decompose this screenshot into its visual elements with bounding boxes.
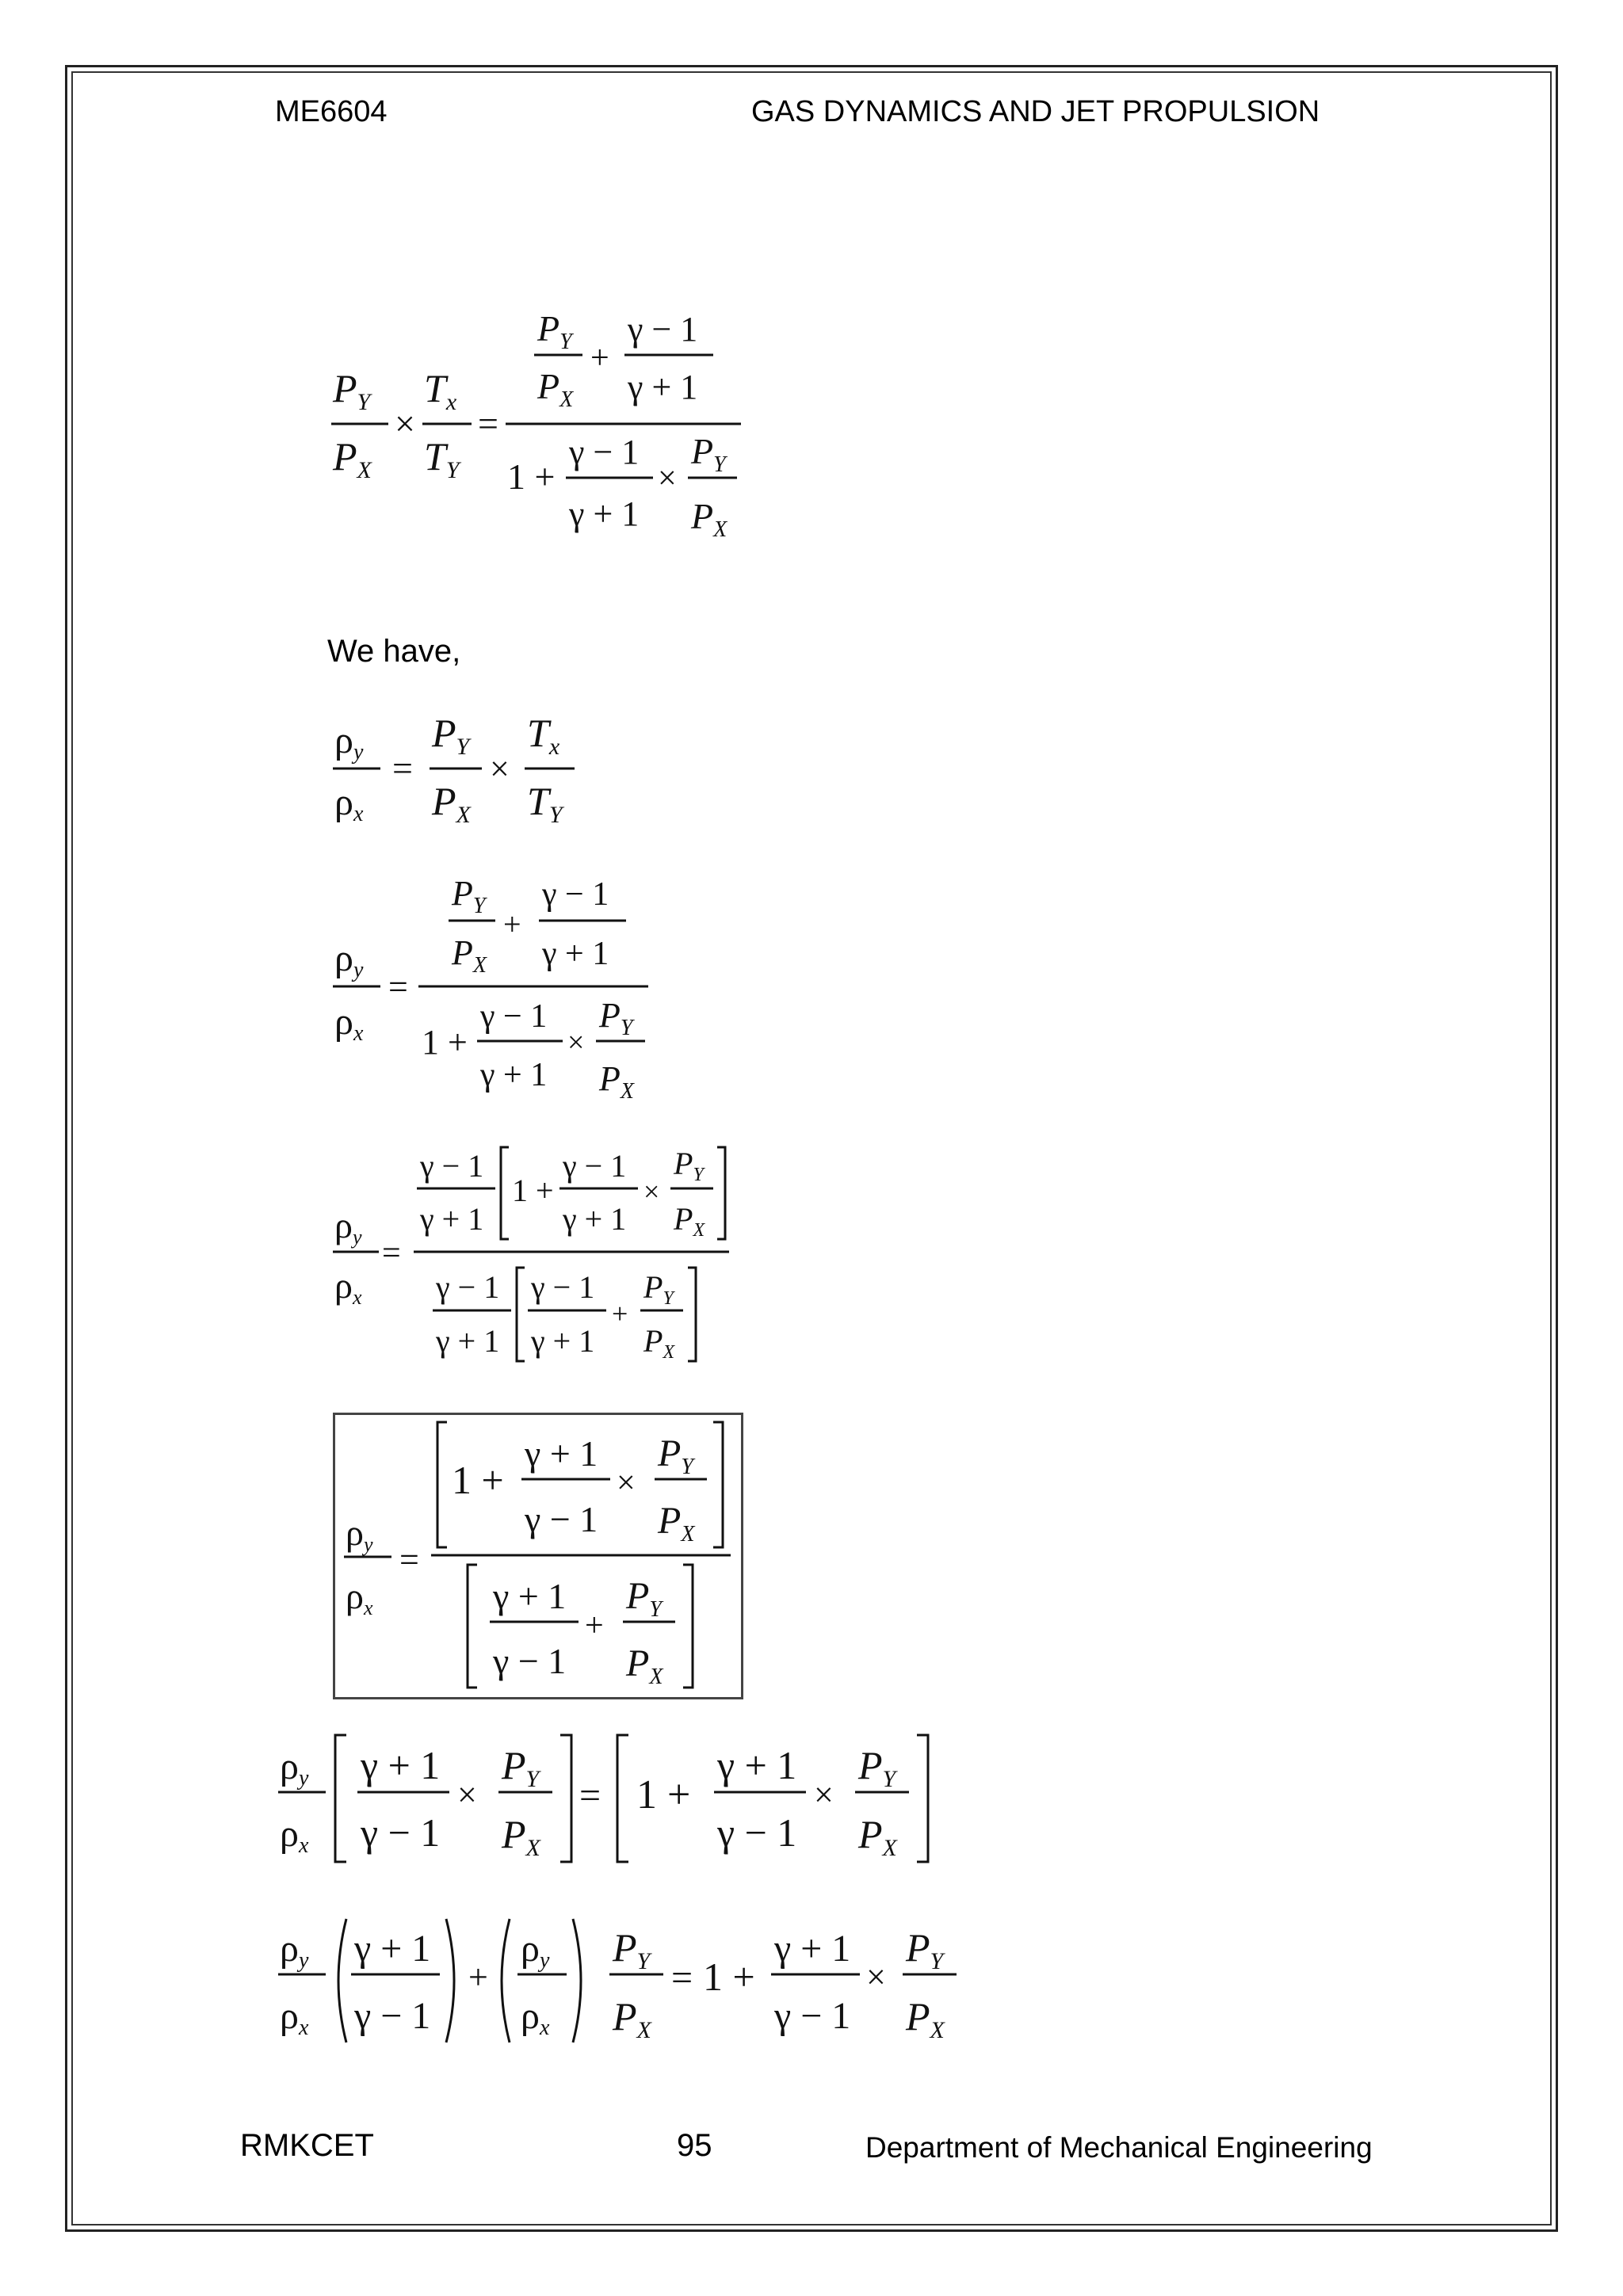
- svg-text:+: +: [503, 906, 521, 942]
- svg-text:×: ×: [567, 1026, 585, 1059]
- svg-text:γ − 1: γ − 1: [542, 876, 609, 913]
- svg-text:×: ×: [490, 749, 510, 788]
- svg-text:γ − 1: γ − 1: [628, 310, 698, 349]
- svg-text:=: =: [382, 1235, 401, 1272]
- svg-text:PX: $P_X$: [658, 1500, 695, 1547]
- equation-1: [325, 305, 769, 551]
- svg-text:ρy: ρy: [334, 937, 364, 982]
- svg-text:Tx: $T_x$: [424, 366, 457, 415]
- svg-text:γ − 1: γ − 1: [717, 1810, 797, 1855]
- svg-text:γ + 1: γ + 1: [354, 1928, 431, 1970]
- svg-text:TY: $T_Y$: [527, 779, 563, 828]
- svg-text:PY: $P_Y$: [613, 1925, 651, 1974]
- svg-text:ρx: ρx: [334, 781, 364, 826]
- svg-text:PY: $P_Y$: [432, 711, 470, 760]
- svg-text:PX: $P_X$: [613, 1994, 651, 2043]
- svg-text:+: +: [468, 1958, 488, 1997]
- page-border-inner: [71, 71, 1552, 2225]
- svg-text:γ − 1: γ − 1: [563, 1148, 627, 1184]
- svg-text:=: =: [399, 1540, 419, 1579]
- svg-text:ρy: ρy: [334, 719, 364, 765]
- svg-text:1 +: 1 +: [422, 1023, 468, 1062]
- svg-text:×: ×: [617, 1465, 636, 1501]
- svg-text:1 +: 1 +: [512, 1173, 554, 1208]
- svg-text:×: ×: [814, 1775, 834, 1814]
- svg-text:Tx: $T_x$: [527, 711, 560, 760]
- svg-text:1 +: 1 +: [452, 1458, 504, 1502]
- py-numerator: $P_Y$: [333, 366, 371, 415]
- svg-text:+: +: [612, 1298, 628, 1329]
- svg-text:ρy: ρy: [346, 1512, 373, 1556]
- svg-text:γ + 1: γ + 1: [569, 494, 640, 533]
- svg-text:PX: $P_X$: [906, 1994, 945, 2043]
- svg-text:γ − 1: γ − 1: [531, 1269, 595, 1305]
- svg-text:1 +: 1 +: [507, 456, 556, 497]
- svg-text:γ + 1: γ + 1: [717, 1743, 797, 1787]
- svg-text:γ − 1: γ − 1: [493, 1641, 567, 1681]
- svg-text:+: +: [590, 340, 609, 376]
- header-course-title: GAS DYNAMICS AND JET PROPULSION: [751, 95, 1320, 128]
- svg-text:γ + 1: γ + 1: [436, 1323, 500, 1359]
- svg-text:×: ×: [643, 1176, 660, 1207]
- svg-text:γ + 1: γ + 1: [361, 1743, 441, 1787]
- svg-text:×: ×: [457, 1775, 477, 1814]
- svg-text:PX: $P_X$: [691, 496, 727, 542]
- svg-text:γ + 1: γ + 1: [628, 368, 698, 406]
- svg-text:γ − 1: γ − 1: [436, 1269, 500, 1305]
- svg-text:PY: $P_Y$: [537, 308, 572, 354]
- equation-6: [273, 1727, 947, 1870]
- svg-text:γ − 1: γ − 1: [525, 1499, 598, 1539]
- we-have-text: We have,: [327, 634, 461, 669]
- svg-text:PY: $P_Y$: [906, 1925, 944, 1974]
- svg-text:PY: $P_Y$: [599, 996, 633, 1040]
- equation-7: [273, 1909, 971, 2052]
- equation-4: [325, 1141, 745, 1379]
- svg-text:ρx: ρx: [334, 1001, 364, 1046]
- svg-text:γ − 1: γ − 1: [480, 998, 548, 1035]
- svg-text:PX: $P_X$: [432, 779, 471, 828]
- svg-text:PX: $P_X$: [626, 1642, 663, 1689]
- svg-text:PY: $P_Y$: [643, 1269, 674, 1309]
- footer-department: Department of Mechanical Engineering: [865, 2131, 1373, 2164]
- svg-text:×: ×: [395, 403, 415, 444]
- svg-text:ρx: ρx: [521, 1995, 550, 2040]
- svg-text:PY: $P_Y$: [626, 1575, 662, 1622]
- svg-text:=: =: [392, 748, 413, 788]
- svg-text:γ + 1: γ + 1: [525, 1433, 598, 1474]
- svg-text:×: ×: [866, 1958, 886, 1997]
- svg-text:γ − 1: γ − 1: [354, 1995, 431, 2037]
- svg-text:PY: $P_Y$: [502, 1743, 540, 1792]
- svg-text:γ + 1: γ + 1: [774, 1928, 851, 1970]
- svg-text:ρy: ρy: [334, 1205, 362, 1249]
- footer-institution: RMKCET: [240, 2128, 374, 2163]
- svg-text:ρx: ρx: [280, 1995, 309, 2040]
- svg-text:γ − 1: γ − 1: [569, 433, 640, 471]
- svg-text:γ − 1: γ − 1: [420, 1148, 484, 1184]
- svg-text:γ + 1: γ + 1: [493, 1576, 567, 1616]
- equation-2: [325, 705, 594, 840]
- svg-text:γ − 1: γ − 1: [774, 1995, 851, 2037]
- svg-text:×: ×: [658, 460, 677, 497]
- svg-text:ρx: ρx: [334, 1265, 362, 1309]
- svg-text:PY: $P_Y$: [674, 1146, 704, 1185]
- svg-text:PX: $P_X$: [452, 933, 487, 978]
- equation-3: [325, 871, 674, 1109]
- svg-text:ρy: ρy: [521, 1928, 550, 1973]
- header-course-code: ME6604: [275, 95, 388, 128]
- svg-text:PY: $P_Y$: [858, 1743, 896, 1792]
- equation-5: [334, 1414, 742, 1698]
- svg-text:1 +: 1 +: [636, 1772, 691, 1817]
- svg-text:γ + 1: γ + 1: [542, 936, 609, 972]
- svg-text:PY: $P_Y$: [691, 431, 726, 477]
- svg-text:PX: $P_X$: [502, 1812, 540, 1861]
- svg-text:PY: $P_Y$: [658, 1432, 693, 1479]
- svg-text:PX: $P_X$: [643, 1323, 675, 1363]
- svg-text:γ + 1: γ + 1: [420, 1201, 484, 1237]
- svg-text:=: =: [388, 967, 408, 1006]
- svg-text:PX: $P_X$: [599, 1059, 634, 1104]
- svg-text:γ + 1: γ + 1: [563, 1201, 627, 1237]
- svg-text:ρx: ρx: [346, 1576, 373, 1619]
- svg-text:TY: $T_Y$: [424, 434, 460, 483]
- svg-text:=: =: [478, 403, 498, 444]
- svg-text:γ + 1: γ + 1: [531, 1323, 595, 1359]
- svg-text:PX: $P_X$: [858, 1812, 897, 1861]
- svg-text:PY: $P_Y$: [452, 874, 486, 918]
- svg-text:ρy: ρy: [280, 1745, 309, 1791]
- footer-page-number: 95: [677, 2128, 712, 2163]
- svg-text:=: =: [671, 1957, 693, 1999]
- svg-text:ρy: ρy: [280, 1928, 309, 1973]
- svg-text:=: =: [579, 1775, 601, 1817]
- svg-text:PX: $P_X$: [537, 366, 574, 412]
- svg-text:γ − 1: γ − 1: [361, 1810, 441, 1855]
- svg-text:1 +: 1 +: [703, 1955, 755, 1999]
- svg-text:ρx: ρx: [280, 1813, 309, 1858]
- svg-text:+: +: [585, 1608, 604, 1644]
- svg-text:PX: $P_X$: [674, 1201, 705, 1241]
- svg-text:γ + 1: γ + 1: [480, 1057, 548, 1093]
- svg-text:PX: $P_X$: [333, 434, 372, 483]
